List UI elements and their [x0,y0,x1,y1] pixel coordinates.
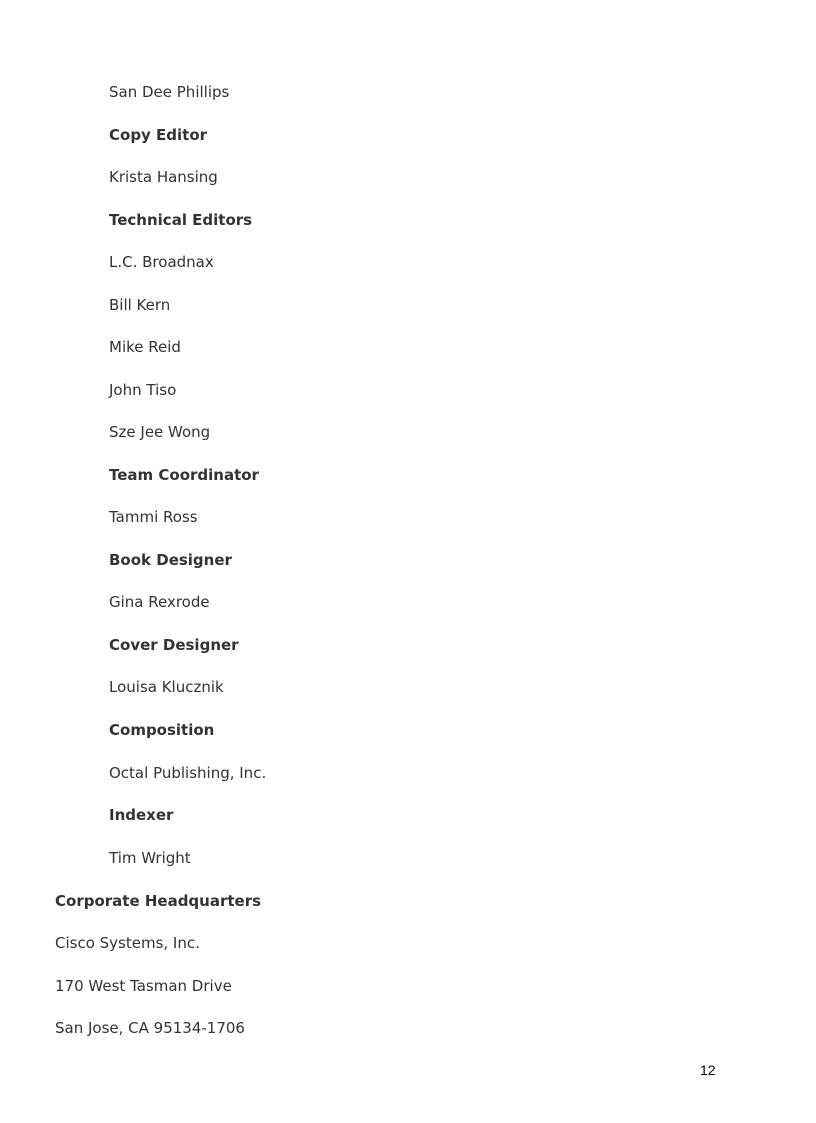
credit-name: Mike Reid [109,338,181,356]
credit-name: Octal Publishing, Inc. [109,764,267,782]
credit-role-heading: Copy Editor [109,126,208,144]
headquarters-city: San Jose, CA 95134-1706 [55,1019,245,1037]
credit-name: Louisa Klucznik [109,678,224,696]
headquarters-company: Cisco Systems, Inc. [55,934,200,952]
credit-name: Tammi Ross [109,508,198,526]
headquarters-street: 170 West Tasman Drive [55,977,232,995]
credit-role-heading: Technical Editors [109,211,253,229]
credit-role-heading: Indexer [109,806,174,824]
credit-role-heading: Book Designer [109,551,232,569]
credit-name: Bill Kern [109,296,171,314]
credit-role-heading: Composition [109,721,215,739]
credit-role-heading: Cover Designer [109,636,239,654]
credit-name: Sze Jee Wong [109,423,211,441]
credit-role-heading: Team Coordinator [109,466,259,484]
credit-name: Tim Wright [109,849,191,867]
headquarters-heading: Corporate Headquarters [55,892,262,910]
credit-name: Krista Hansing [109,168,218,186]
credit-name: San Dee Phillips [109,83,230,101]
credit-name: Gina Rexrode [109,593,210,611]
credit-name: John Tiso [109,381,177,399]
page-number: 12 [700,1062,716,1078]
credit-name: L.C. Broadnax [109,253,214,271]
